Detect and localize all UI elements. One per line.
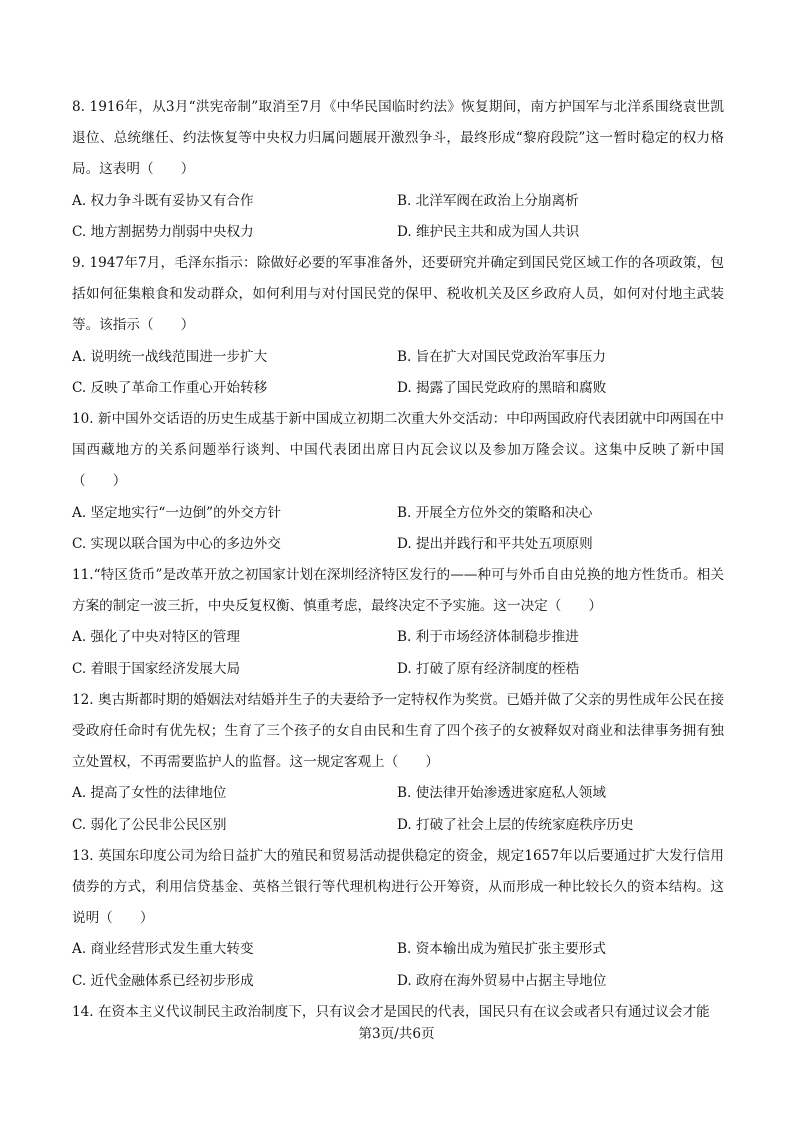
question-8: [72, 92, 724, 248]
option-d: D. 提出并践行和平共处五项原则: [397, 535, 593, 552]
option-d: D. 政府在海外贸易中占据主导地位: [397, 972, 607, 989]
question-13: [72, 841, 724, 997]
option-b: B. 旨在扩大对国民党政治军事压力: [397, 348, 606, 365]
option-c: C. 弱化了公民非公民区别: [72, 816, 227, 833]
options: [72, 186, 724, 248]
option-b: B. 北洋军阀在政治上分崩离析: [397, 192, 579, 209]
option-b: B. 使法律开始渗透进家庭私人领域: [397, 785, 606, 802]
option-b: B. 利于市场经济体制稳步推进: [397, 629, 579, 646]
option-a: A. 权力争斗既有妥协又有合作: [72, 192, 254, 209]
option-a: A. 强化了中央对特区的管理: [72, 629, 240, 646]
options: [72, 934, 724, 996]
question-stem: 14. 在资本主义代议制民主政治制度下，只有议会才是国民的代表，国民只有在议会或者只有通过议会才能: [72, 1003, 710, 1020]
options: [72, 498, 724, 560]
question-10: [72, 404, 724, 560]
option-a: A. 提高了女性的法律地位: [72, 785, 227, 802]
question-11: [72, 560, 724, 685]
question-12: [72, 685, 724, 841]
option-b: B. 开展全方位外交的策略和决心: [397, 504, 593, 521]
question-stem: 13. 英国东印度公司为给日益扩大的殖民和贸易活动提供稳定的资金，规定1657年以后要通过扩大发行信用债券的方式，利用信贷基金、英格兰银行等代理机构进行公开筹资，从而形成一种比较长久的资本结构。这说明（ ）: [72, 847, 724, 927]
question-stem: 11.“特区货币”是改革开放之初国家计划在深圳经济特区发行的——种可与外币自由兑换的地方性货币。相关方案的制定一波三折，中央反复权衡、慎重考虑，最终决定不予实施。这一决定（ ）: [72, 567, 724, 615]
option-d: D. 打破了社会上层的传统家庭秩序历史: [397, 816, 634, 833]
option-c: C. 实现以联合国为中心的多边外交: [72, 535, 281, 552]
option-c: C. 着眼于国家经济发展大局: [72, 660, 241, 677]
option-c: C. 近代金融体系已经初步形成: [72, 972, 254, 989]
option-c: C. 反映了革命工作重心开始转移: [72, 379, 268, 396]
question-stem: 8. 1916年，从3月“洪宪帝制”取消至7月《中华民国临时约法》恢复期间，南方护国军与北洋系围绕袁世凯退位、总统继任、约法恢复等中央权力归属问题展开激烈争斗，最终形成“黎府段院”这一暂时稳定的权力格局。这表明（ ）: [72, 99, 724, 178]
question-stem: 12. 奥古斯都时期的婚姻法对结婚并生子的夫妻给予一定特权作为奖赏。已婚并做了父亲的男性成年公民在接受政府任命时有优先权；生育了三个孩子的女自由民和生育了四个孩子的女被释奴对商业和法律事务拥有独立处置权，不再需要监护人的监督。这一规定客观上（ ）: [72, 691, 724, 771]
option-b: B. 资本输出成为殖民扩张主要形式: [397, 941, 606, 958]
option-a: A. 商业经营形式发生重大转变: [72, 941, 254, 958]
question-stem: 9. 1947年7月，毛泽东指示：除做好必要的军事准备外，还要研究并确定到国民党区域工作的各项政策，包括如何征集粮食和发动群众，如何利用与对付国民党的保甲、税收机关及区乡政府人员，如何对付地主武装等。该指示（ ）: [72, 255, 724, 334]
options: [72, 622, 724, 684]
question-stem: 10. 新中国外交话语的历史生成基于新中国成立初期二次重大外交活动：中印两国政府代表团就中印两国在中国西藏地方的关系问题举行谈判、中国代表团出席日内瓦会议以及参加万隆会议。这集中反映了新中国（ ）: [72, 411, 724, 490]
options: [72, 778, 724, 840]
page-number: 第3页/共6页: [358, 1026, 435, 1042]
options: [72, 342, 724, 404]
option-a: A. 说明统一战线范围进一步扩大: [72, 348, 268, 365]
option-d: D. 打破了原有经济制度的桎梏: [397, 660, 580, 677]
option-a: A. 坚定地实行“一边倒”的外交方针: [72, 504, 282, 521]
option-d: D. 维护民主共和成为国人共识: [397, 223, 580, 240]
option-d: D. 揭露了国民党政府的黑暗和腐败: [397, 379, 607, 396]
option-c: C. 地方割据势力削弱中央权力: [72, 223, 254, 240]
question-9: [72, 248, 724, 404]
question-list: [72, 92, 724, 1028]
